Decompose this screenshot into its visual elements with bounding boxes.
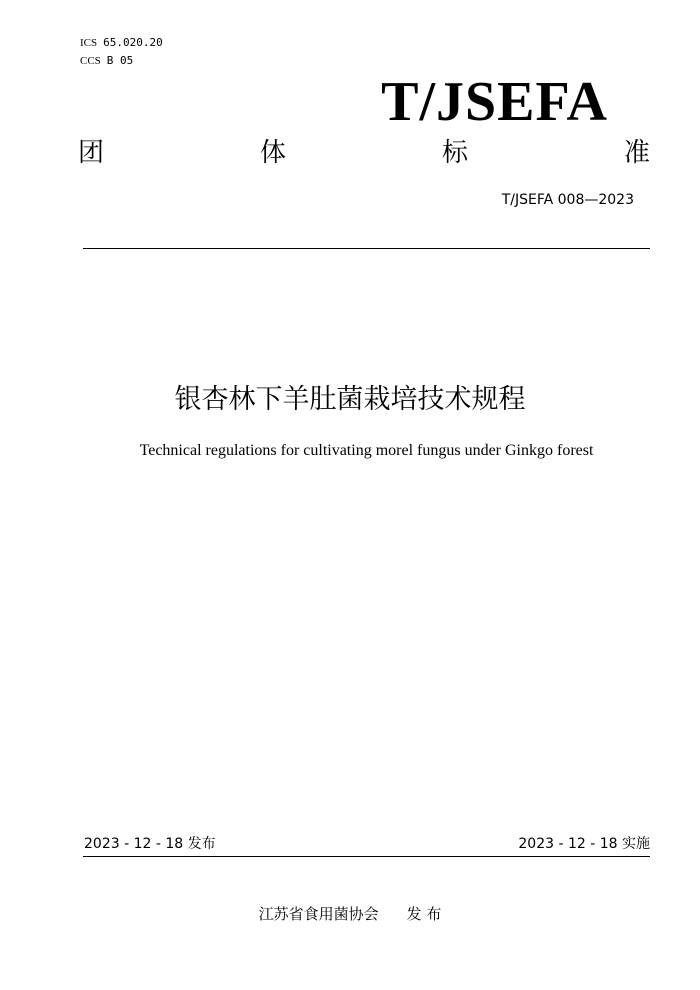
classification-codes [80, 34, 169, 70]
kind-char-4: 准 [623, 138, 650, 168]
ccs-label: CCS [80, 55, 101, 67]
kind-char-2: 体 [259, 138, 286, 168]
ics-code: 65.020.20 [103, 36, 163, 49]
standard-number: T/JSEFA 008—2023 [501, 192, 634, 208]
ics-row [80, 34, 169, 52]
document-title-chinese: 银杏林下羊肚菌栽培技术规程 [174, 384, 526, 415]
bottom-divider [83, 856, 650, 857]
publisher-action: 发 布 [406, 905, 442, 923]
implementation-date: 2023 - 12 - 18 实施 [518, 836, 650, 852]
kind-char-3: 标 [441, 138, 468, 168]
ccs-code: B 05 [106, 54, 134, 67]
brand-logo-text: T/JSEFA [381, 71, 608, 133]
ics-label: ICS [80, 37, 98, 49]
publisher-name: 江苏省食用菌协会 [258, 905, 379, 923]
standard-kind [78, 136, 650, 170]
publish-date: 2023 - 12 - 18 发布 [84, 836, 216, 852]
ccs-row [80, 52, 169, 70]
document-title-english: Technical regulations for cultivating morel fungus under Ginkgo forest [139, 442, 594, 459]
kind-char-1: 团 [78, 138, 105, 168]
publisher-line [0, 903, 700, 925]
top-divider [83, 248, 650, 249]
